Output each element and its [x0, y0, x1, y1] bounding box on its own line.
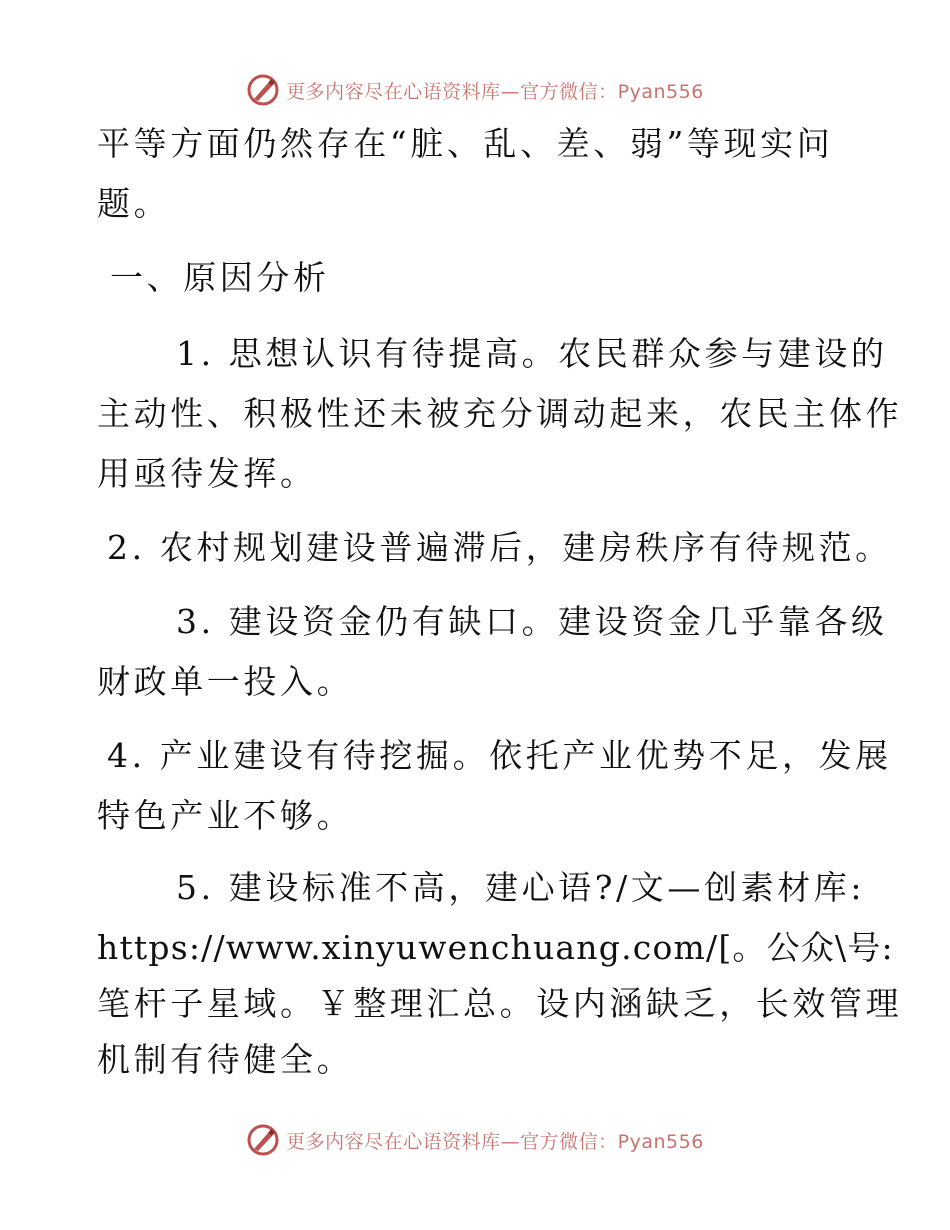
paragraph-line: 题。: [97, 184, 171, 223]
watermark-text: 更多内容尽在心语资料库—官方微信：Pyan556: [286, 1130, 704, 1153]
list-item-3-line: 3. 建设资金仍有缺口。建设资金几乎靠各级: [176, 602, 888, 641]
watermark-text: 更多内容尽在心语资料库—官方微信：Pyan556: [286, 80, 704, 103]
list-item-4-line: 4. 产业建设有待挖掘。依托产业优势不足，发展: [107, 736, 892, 775]
list-item-5-line: 机制有待健全。: [97, 1040, 354, 1079]
list-item-5-line: 笔杆子星域。￥整理汇总。设内涵缺乏，长效管理: [97, 984, 903, 1023]
list-item-1-line: 用亟待发挥。: [97, 454, 317, 493]
watermark-footer: [0, 1120, 950, 1160]
list-item-4-line: 特色产业不够。: [97, 796, 354, 835]
list-item-1-line: 1. 思想认识有待提高。农民群众参与建设的: [176, 334, 888, 373]
paragraph-line: 平等方面仍然存在“脏、乱、差、弱”等现实问: [97, 124, 834, 163]
section-heading: 一、原因分析: [110, 258, 330, 297]
list-item-5-line: https://www.xinyuwenchuang.com/[。公众\号:: [97, 928, 894, 967]
list-item-3-line: 财政单一投入。: [97, 662, 354, 701]
list-item-5-line: 5. 建设标准不高，建心语?/文—创素材库:: [176, 868, 866, 907]
list-item-2-line: 2. 农村规划建设普遍滞后，建房秩序有待规范。: [107, 528, 892, 567]
list-item-1-line: 主动性、积极性还未被充分调动起来，农民主体作: [97, 394, 903, 433]
pen-seal-icon: [246, 1123, 280, 1157]
